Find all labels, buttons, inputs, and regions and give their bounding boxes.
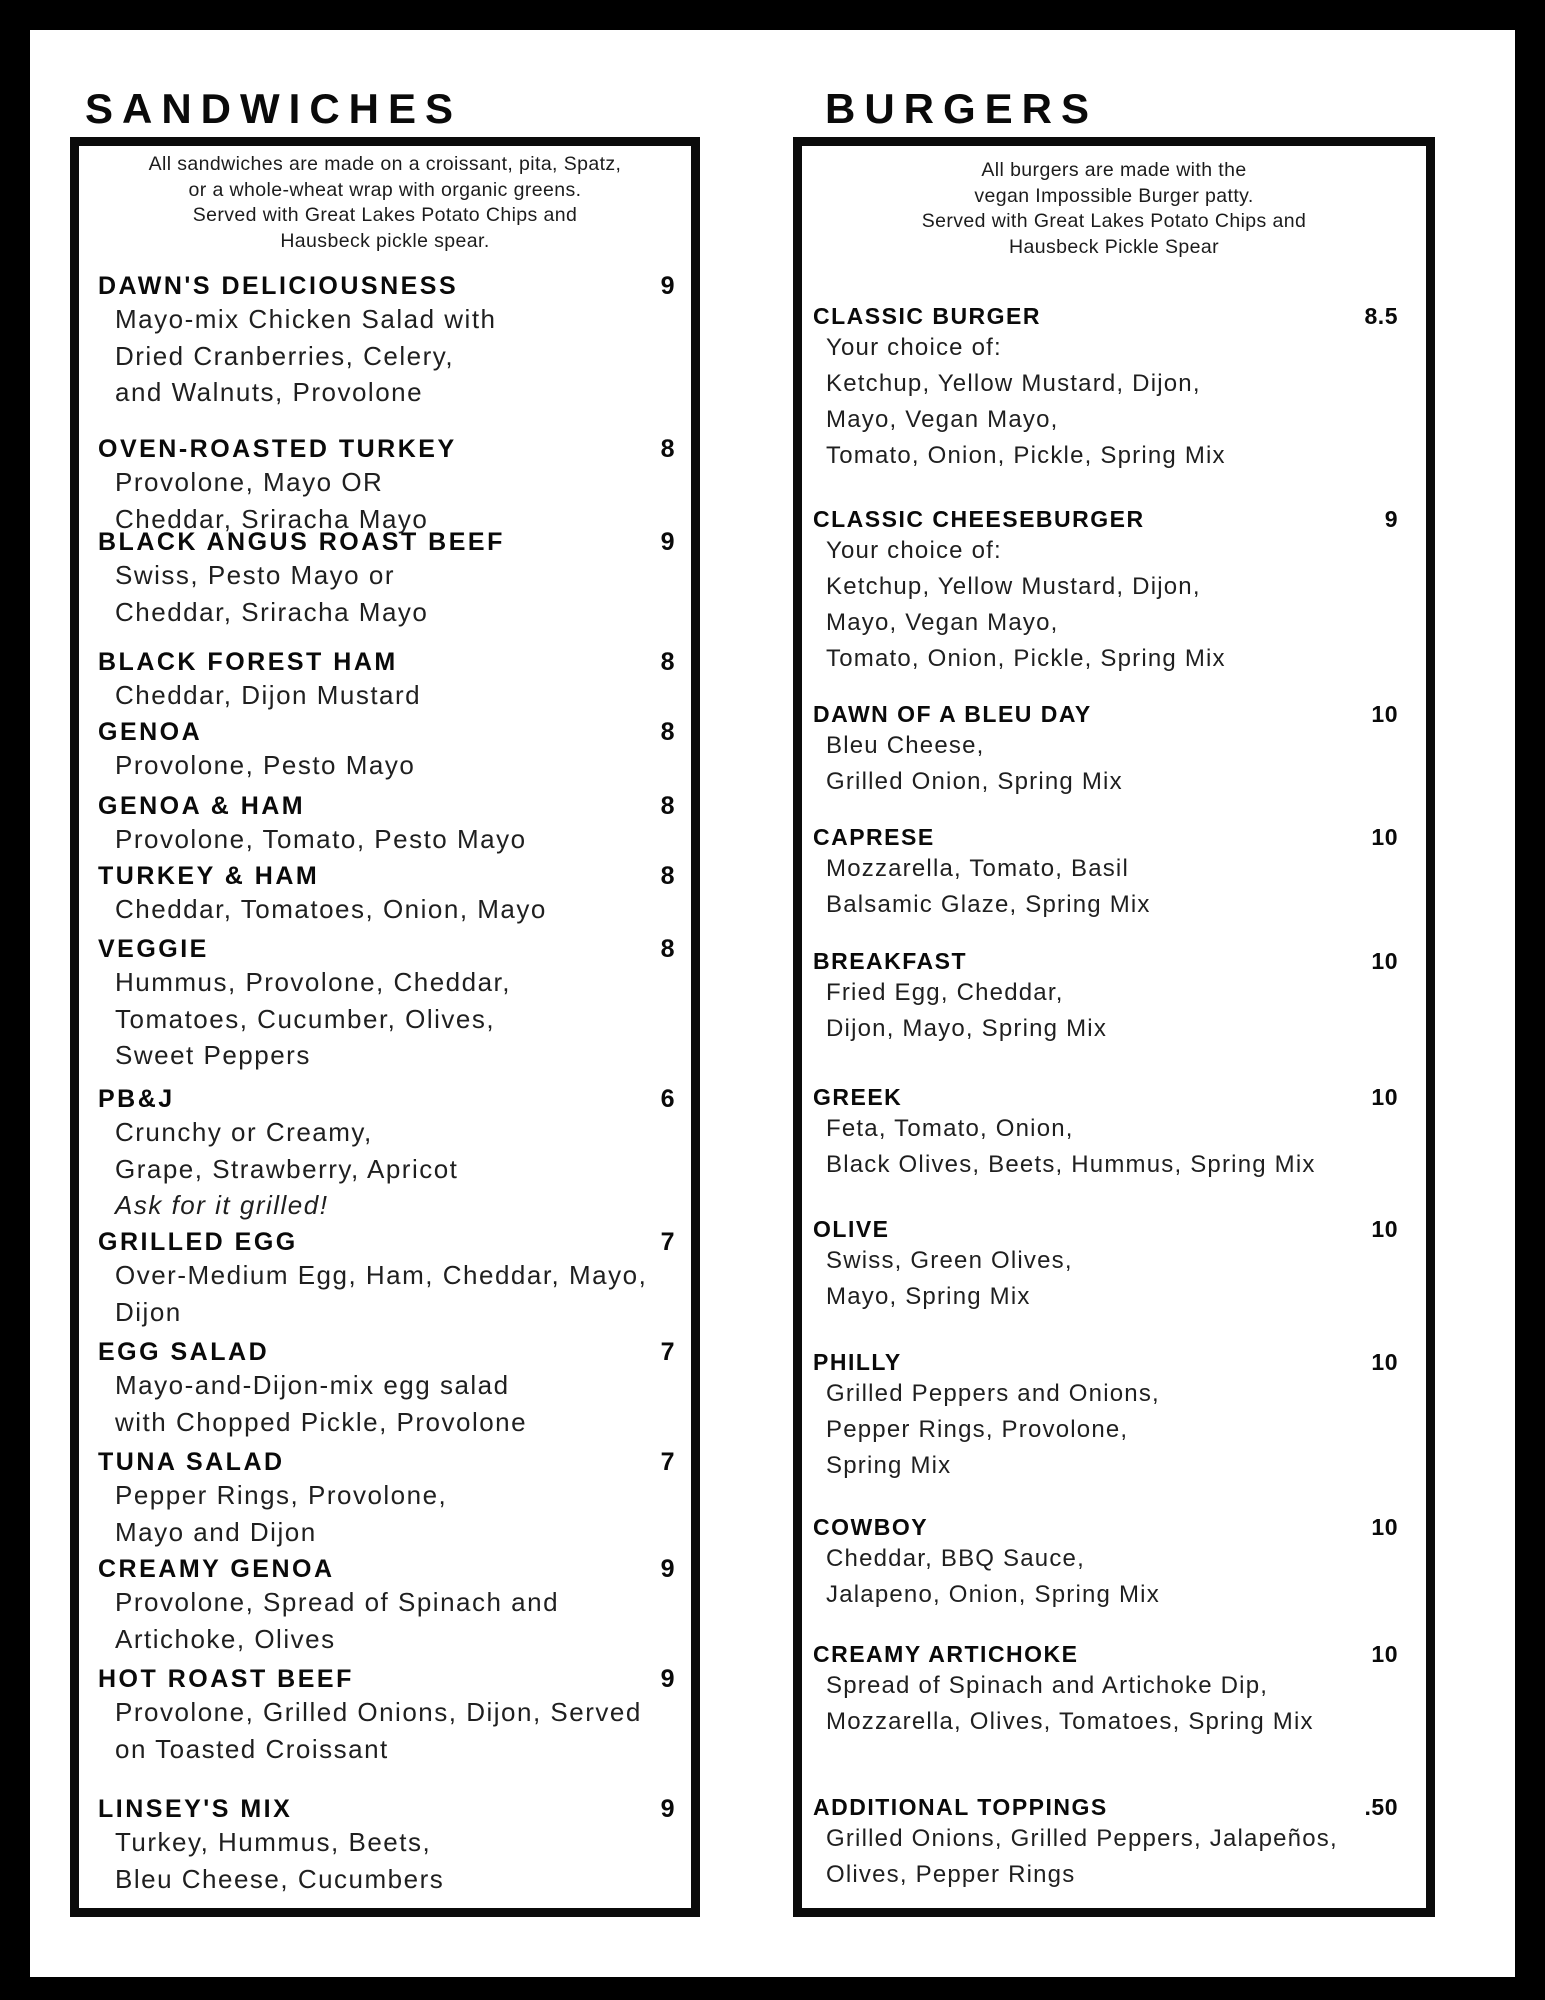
item-name: DAWN OF A BLEU DAY: [813, 701, 1092, 727]
menu-item-oven-roasted-turkey: [79, 434, 691, 537]
item-price: 6: [660, 1085, 675, 1113]
item-name: BLACK ANGUS ROAST BEEF: [98, 528, 505, 556]
menu-item-pbj: [79, 1084, 691, 1224]
item-description-line: Cheddar, BBQ Sauce,: [826, 1545, 1085, 1572]
menu-item-creamy-artichoke: [802, 1640, 1426, 1740]
item-description-line: Pepper Rings, Provolone,: [826, 1416, 1129, 1443]
item-price: 9: [660, 528, 675, 556]
item-name: CLASSIC CHEESEBURGER: [813, 506, 1145, 532]
item-price: 8.5: [1364, 303, 1398, 329]
item-description-line: Jalapeno, Onion, Spring Mix: [826, 1581, 1160, 1608]
item-price: 9: [660, 272, 675, 300]
item-description-line: Fried Egg, Cheddar,: [826, 979, 1064, 1006]
menu-item-additional-toppings: [802, 1793, 1426, 1893]
item-price: 7: [660, 1338, 675, 1366]
item-price: 9: [660, 1665, 675, 1693]
item-description-line: Spread of Spinach and Artichoke Dip,: [826, 1672, 1269, 1699]
item-description-line: Tomato, Onion, Pickle, Spring Mix: [826, 645, 1226, 672]
menu-item-philly: [802, 1348, 1426, 1484]
menu-item-classic-cheeseburger: [802, 505, 1426, 677]
intro-line: Served with Great Lakes Potato Chips and: [192, 204, 578, 226]
item-description-line: Mayo-mix Chicken Salad with: [115, 304, 497, 334]
item-description-line: Cheddar, Sriracha Mayo: [115, 596, 429, 627]
item-description-line: Spring Mix: [826, 1452, 952, 1479]
item-price: 7: [660, 1228, 675, 1256]
item-description-line: on Toasted Croissant: [115, 1733, 389, 1764]
intro-line: Hausbeck pickle spear.: [280, 229, 490, 252]
item-description-line: Ketchup, Yellow Mustard, Dijon,: [826, 370, 1201, 397]
item-price: 8: [660, 648, 675, 676]
item-name: COWBOY: [813, 1514, 929, 1540]
menu-item-dawn-of-a-bleu-day: [802, 700, 1426, 800]
item-description-line: with Chopped Pickle, Provolone: [115, 1406, 528, 1437]
item-description-line: Balsamic Glaze, Spring Mix: [826, 891, 1151, 918]
item-description-line: Mozzarella, Tomato, Basil: [826, 855, 1129, 882]
item-description-line: Cheddar, Sriracha Mayo: [115, 503, 429, 534]
item-price: 10: [1371, 1084, 1398, 1110]
menu-item-grilled-egg: [79, 1227, 691, 1330]
item-name: GENOA & HAM: [98, 792, 306, 820]
item-description-line: Grilled Onion, Spring Mix: [826, 768, 1123, 795]
item-description-line: Feta, Tomato, Onion,: [826, 1115, 1074, 1142]
item-name: DAWN'S DELICIOUSNESS: [98, 272, 459, 300]
item-description-line: Crunchy or Creamy,: [115, 1117, 373, 1147]
item-name: GREEK: [813, 1084, 903, 1110]
item-description-line: Tomato, Onion, Pickle, Spring Mix: [826, 442, 1226, 469]
section-title-sandwiches: SANDWICHES: [85, 85, 463, 132]
item-description-line: Mozzarella, Olives, Tomatoes, Spring Mix: [826, 1708, 1314, 1735]
menu-item-genoa-and-ham: [79, 791, 691, 858]
item-price: 10: [1371, 1216, 1398, 1242]
item-description-line: Grape, Strawberry, Apricot: [115, 1153, 459, 1184]
menu-item-egg-salad: [79, 1337, 691, 1440]
item-description-line: Mayo, Spring Mix: [826, 1283, 1031, 1310]
item-description-line: Bleu Cheese,: [826, 732, 985, 759]
item-description-line: Provolone, Spread of Spinach and: [115, 1587, 560, 1617]
item-description-line: Over-Medium Egg, Ham, Cheddar, Mayo,: [115, 1260, 648, 1290]
item-price: 10: [1371, 1641, 1398, 1667]
item-name: GENOA: [98, 718, 203, 746]
item-price: 10: [1371, 1514, 1398, 1540]
menu-item-black-angus-roast-beef: [79, 527, 691, 630]
item-price: 10: [1371, 824, 1398, 850]
intro-line: All burgers are made with the: [981, 159, 1247, 181]
intro-line: Served with Great Lakes Potato Chips and: [921, 210, 1307, 232]
item-name: VEGGIE: [98, 935, 209, 963]
menu-item-cowboy: [802, 1513, 1426, 1613]
menu-item-greek: [802, 1083, 1426, 1183]
item-price: 8: [660, 862, 675, 890]
item-name: OLIVE: [813, 1216, 890, 1242]
item-name: BREAKFAST: [813, 948, 968, 974]
item-description-line: Provolone, Mayo OR: [115, 467, 384, 497]
item-description-line: Dijon: [115, 1296, 182, 1327]
menu-paper: [30, 30, 1515, 1977]
item-price: 7: [660, 1448, 675, 1476]
menu-item-caprese: [802, 823, 1426, 923]
item-description-line: Your choice of:: [826, 537, 1002, 564]
item-name: PB&J: [98, 1085, 175, 1113]
item-price: 10: [1371, 948, 1398, 974]
menu-item-hot-roast-beef: [79, 1664, 691, 1767]
item-description-line: Your choice of:: [826, 334, 1002, 361]
item-name: CREAMY GENOA: [98, 1555, 335, 1583]
item-name: ADDITIONAL TOPPINGS: [813, 1794, 1108, 1820]
menu-item-olive: [802, 1215, 1426, 1315]
item-description-line: Artichoke, Olives: [115, 1623, 336, 1654]
item-description-line: Provolone, Pesto Mayo: [115, 750, 416, 780]
item-description-line: Hummus, Provolone, Cheddar,: [115, 967, 512, 997]
intro-line: vegan Impossible Burger patty.: [974, 184, 1254, 207]
item-description-line: Ketchup, Yellow Mustard, Dijon,: [826, 573, 1201, 600]
item-description-line: Sweet Peppers: [115, 1040, 311, 1070]
item-name: PHILLY: [813, 1349, 902, 1375]
item-price: 9: [660, 1555, 675, 1583]
menu-item-veggie: [79, 934, 691, 1074]
menu-item-creamy-genoa: [79, 1554, 691, 1657]
menu-item-classic-burger: [802, 302, 1426, 474]
item-description-line: Swiss, Green Olives,: [826, 1247, 1073, 1274]
item-description-line: Olives, Pepper Rings: [826, 1861, 1076, 1888]
item-description-line: Dried Cranberries, Celery,: [115, 340, 455, 371]
intro-line: Hausbeck Pickle Spear: [1009, 235, 1219, 258]
item-description-line: Grilled Peppers and Onions,: [826, 1380, 1160, 1407]
item-name: TUNA SALAD: [98, 1448, 285, 1476]
item-name: HOT ROAST BEEF: [98, 1665, 354, 1693]
item-description-line: Pepper Rings, Provolone,: [115, 1480, 448, 1510]
item-description-line: Dijon, Mayo, Spring Mix: [826, 1015, 1108, 1042]
sandwiches-box: [70, 137, 700, 1917]
item-price: 8: [660, 935, 675, 963]
item-description-line: Turkey, Hummus, Beets,: [115, 1827, 432, 1857]
burgers-intro: [802, 158, 1426, 260]
item-name: BLACK FOREST HAM: [98, 648, 398, 676]
intro-line: or a whole-wheat wrap with organic greens.: [188, 178, 582, 201]
item-price: 9: [660, 1795, 675, 1823]
sandwiches-intro: [79, 152, 691, 254]
item-name: CAPRESE: [813, 824, 935, 850]
item-price: 10: [1371, 1349, 1398, 1375]
item-price: 8: [660, 435, 675, 463]
item-description-line: Bleu Cheese, Cucumbers: [115, 1863, 445, 1894]
item-description-line: Cheddar, Tomatoes, Onion, Mayo: [115, 894, 547, 924]
menu-item-black-forest-ham: [79, 647, 691, 714]
burgers-box: [793, 137, 1435, 1917]
item-name: CLASSIC BURGER: [813, 303, 1042, 329]
item-price: 9: [1384, 506, 1398, 532]
item-description-line: Cheddar, Dijon Mustard: [115, 680, 422, 710]
menu-item-dawns-deliciousness: [79, 271, 691, 411]
menu-item-genoa: [79, 717, 691, 784]
item-price: .50: [1364, 1794, 1398, 1820]
item-description-line: Mayo and Dijon: [115, 1516, 317, 1547]
item-name: EGG SALAD: [98, 1338, 270, 1366]
menu-item-tuna-salad: [79, 1447, 691, 1550]
item-description-line: Black Olives, Beets, Hummus, Spring Mix: [826, 1151, 1316, 1178]
item-name: OVEN-ROASTED TURKEY: [98, 435, 457, 463]
item-description-line: Mayo-and-Dijon-mix egg salad: [115, 1370, 510, 1400]
item-description-line: Provolone, Tomato, Pesto Mayo: [115, 824, 527, 854]
section-title-burgers: BURGERS: [825, 85, 1099, 132]
item-name: GRILLED EGG: [98, 1228, 298, 1256]
menu-item-breakfast: [802, 947, 1426, 1047]
item-name: TURKEY & HAM: [98, 862, 320, 890]
item-description-line: Grilled Onions, Grilled Peppers, Jalapeños,: [826, 1825, 1338, 1852]
item-description-line: Provolone, Grilled Onions, Dijon, Served: [115, 1697, 642, 1727]
item-description-line: and Walnuts, Provolone: [115, 377, 424, 407]
intro-line: All sandwiches are made on a croissant, pita, Spatz,: [148, 153, 622, 175]
item-price: 8: [660, 792, 675, 820]
item-price: 10: [1371, 701, 1398, 727]
item-description-line: Mayo, Vegan Mayo,: [826, 406, 1059, 433]
item-description-line: Tomatoes, Cucumber, Olives,: [115, 1003, 496, 1034]
item-price: 8: [660, 718, 675, 746]
item-note: Ask for it grilled!: [115, 1190, 329, 1220]
item-description-line: Mayo, Vegan Mayo,: [826, 609, 1059, 636]
item-name: CREAMY ARTICHOKE: [813, 1641, 1079, 1667]
menu-item-linseys-mix: [79, 1794, 691, 1897]
item-name: LINSEY'S MIX: [98, 1795, 293, 1823]
item-description-line: Swiss, Pesto Mayo or: [115, 560, 395, 590]
menu-item-turkey-and-ham: [79, 861, 691, 928]
